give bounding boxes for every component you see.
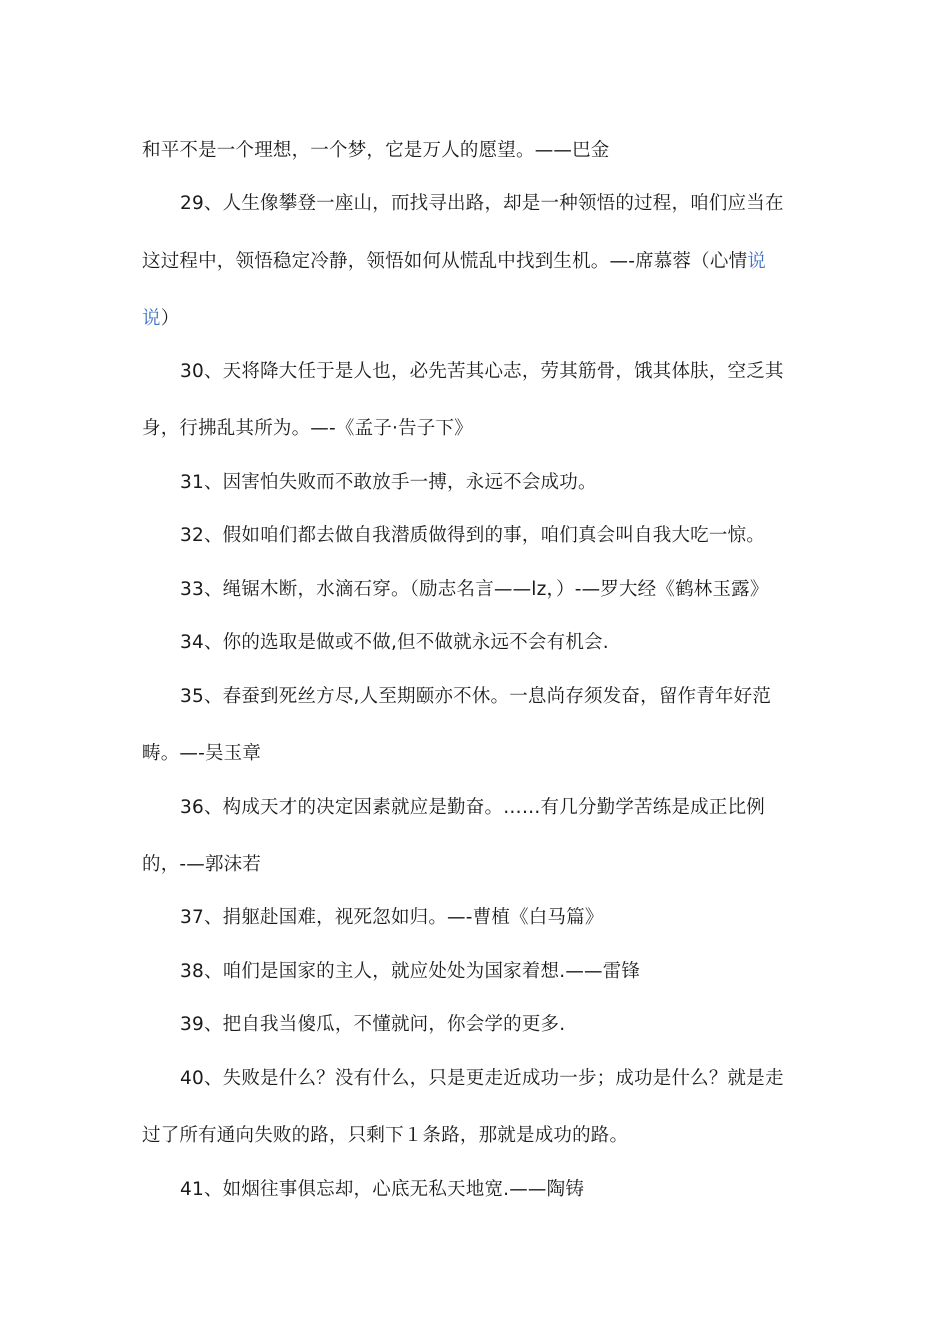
quote-37 bbox=[180, 905, 604, 931]
line-text: 29、人生像攀登一座山，而找寻出路，却是一种领悟的过程，咱们应当在 bbox=[180, 193, 784, 214]
line-text: 35、春蚕到死丝方尽,人至期颐亦不休。一息尚存须发奋，留作青年好范 bbox=[180, 686, 772, 707]
inline-link[interactable]: 说 bbox=[747, 251, 766, 272]
line-text: 身，行拂乱其所为。—-《孟子·告子下》 bbox=[142, 418, 473, 439]
quote-33 bbox=[180, 577, 769, 603]
inline-link[interactable]: 说 bbox=[142, 308, 161, 329]
line-text: 的，-—郭沫若 bbox=[142, 854, 262, 875]
quote-34 bbox=[180, 630, 609, 656]
quote-32 bbox=[180, 523, 765, 549]
line-text: ） bbox=[160, 308, 180, 329]
quote-30-line-1 bbox=[180, 359, 784, 385]
line-text: 这过程中，领悟稳定冷静，领悟如何从慌乱中找到生机。—-席慕蓉（心情 bbox=[142, 251, 748, 272]
text-line bbox=[142, 138, 610, 164]
quote-35-line-2 bbox=[142, 741, 261, 767]
quote-40-line-2 bbox=[142, 1123, 628, 1149]
line-text: 30、天将降大任于是人也，必先苦其心志，劳其筋骨，饿其体肤，空乏其 bbox=[180, 361, 784, 382]
line-text: 41、如烟往事俱忘却，心底无私天地宽.——陶铸 bbox=[180, 1179, 585, 1200]
quote-39 bbox=[180, 1012, 565, 1038]
quote-29-line-3 bbox=[142, 306, 179, 332]
line-text: 40、失败是什么？没有什么，只是更走近成功一步；成功是什么？就是走 bbox=[180, 1068, 784, 1089]
quote-40-line-1 bbox=[180, 1066, 784, 1092]
quote-35-line-1 bbox=[180, 684, 771, 710]
quote-30-line-2 bbox=[142, 416, 473, 442]
line-text: 36、构成天才的决定因素就应是勤奋。……有几分勤学苦练是成正比例 bbox=[180, 797, 765, 818]
quote-29-line-2 bbox=[142, 249, 766, 275]
line-text: 32、假如咱们都去做自我潜质做得到的事，咱们真会叫自我大吃一惊。 bbox=[180, 525, 765, 546]
quote-36-line-1 bbox=[180, 795, 765, 821]
quote-41 bbox=[180, 1177, 584, 1203]
line-text: 37、捐躯赴国难，视死忽如归。—-曹植《白马篇》 bbox=[180, 907, 604, 928]
quote-31 bbox=[180, 470, 597, 496]
quote-36-line-2 bbox=[142, 852, 261, 878]
line-text: 31、因害怕失败而不敢放手一搏，永远不会成功。 bbox=[180, 472, 597, 493]
line-text: 39、把自我当傻瓜，不懂就问，你会学的更多. bbox=[180, 1014, 566, 1035]
line-text: 33、绳锯木断，水滴石穿。（励志名言——lz，）-—罗大经《鹤林玉露》 bbox=[180, 579, 769, 600]
line-text: 38、咱们是国家的主人，就应处处为国家着想.——雷锋 bbox=[180, 961, 641, 982]
quote-29-line-1 bbox=[180, 191, 784, 217]
line-text: 34、你的选取是做或不做,但不做就永远不会有机会. bbox=[180, 632, 609, 653]
quote-38 bbox=[180, 959, 640, 985]
line-text: 和平不是一个理想，一个梦，它是万人的愿望。——巴金 bbox=[142, 140, 610, 161]
line-text: 畴。—-吴玉章 bbox=[142, 743, 262, 764]
line-text: 过了所有通向失败的路，只剩下１条路，那就是成功的路。 bbox=[142, 1125, 629, 1146]
